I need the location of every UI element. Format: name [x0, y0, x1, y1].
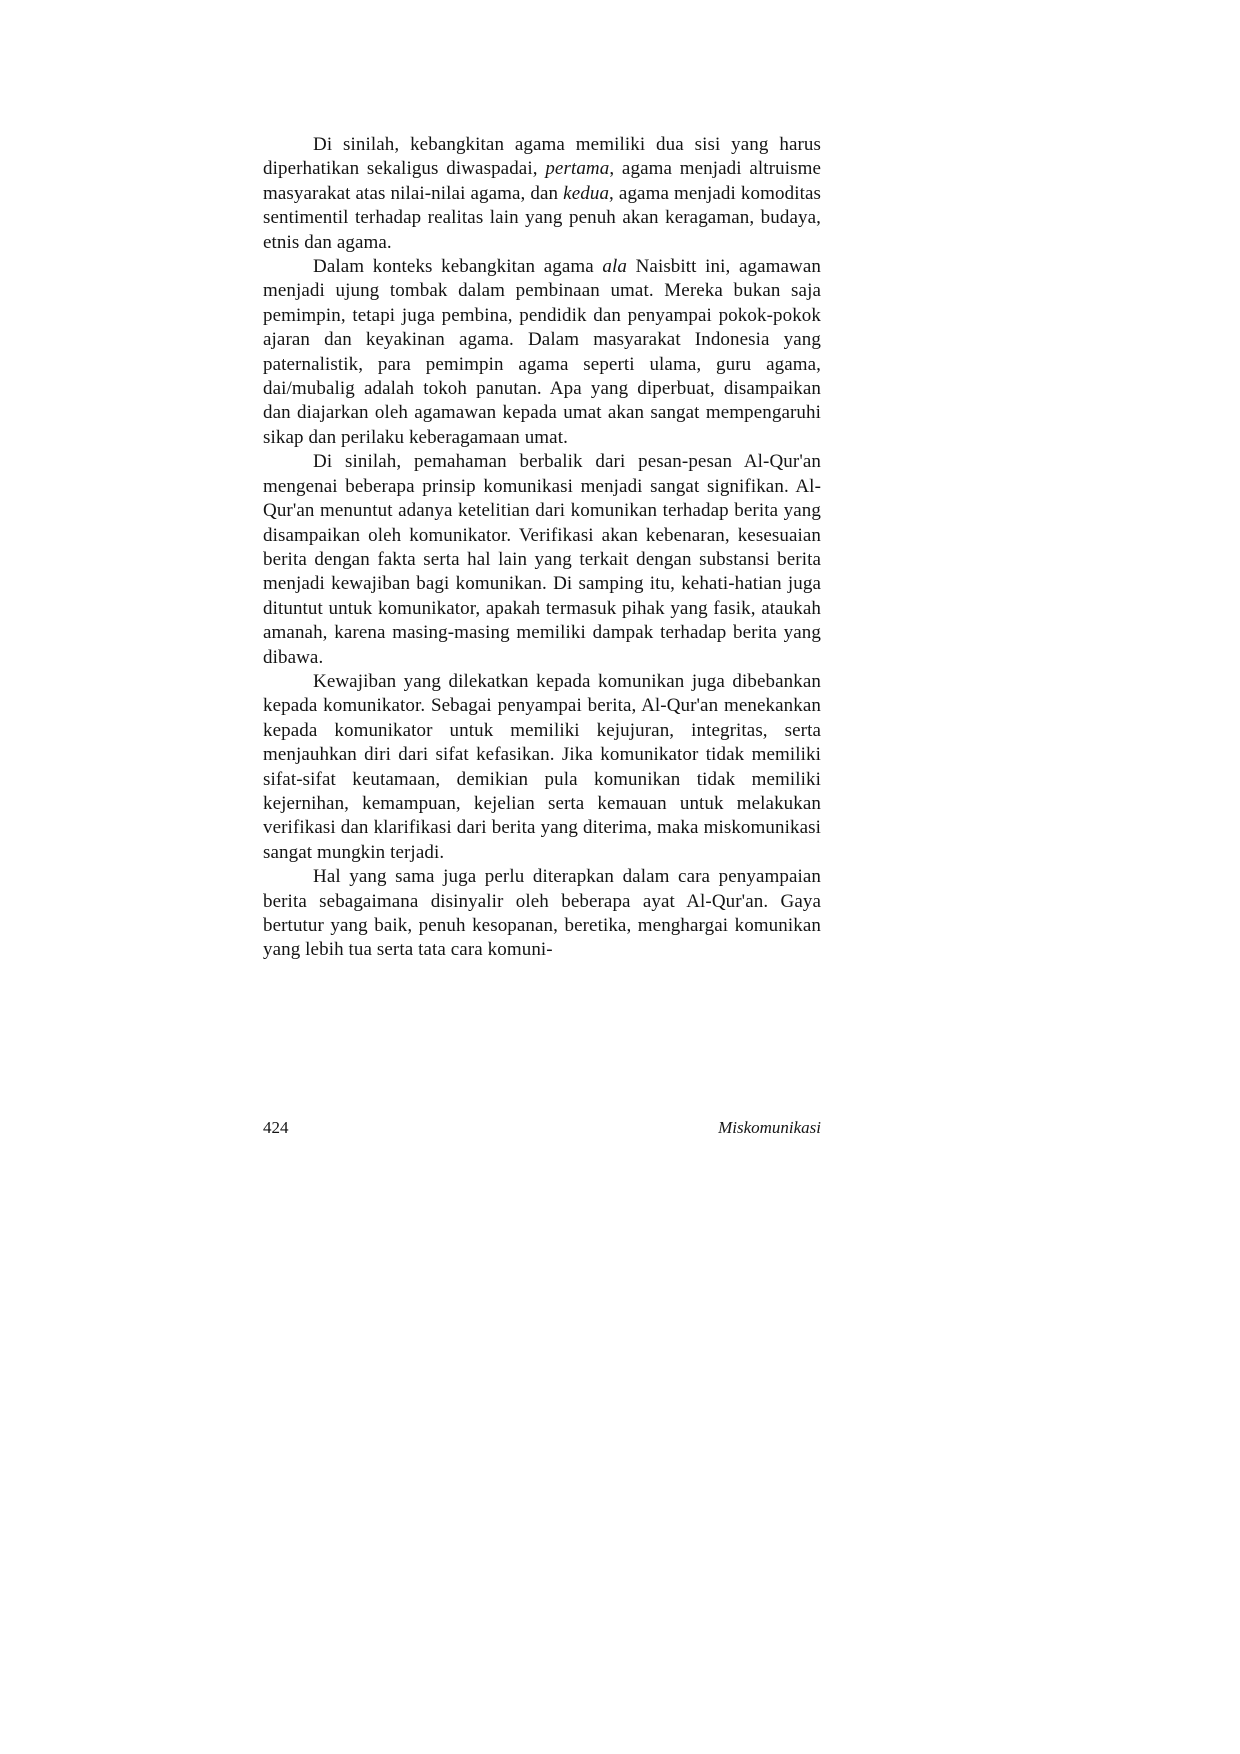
italic-text-run: kedua — [563, 182, 610, 204]
paragraph — [263, 865, 821, 963]
text-run: , agama menjadi altruisme masyarakat atas nilai-nilai agama, dan — [263, 158, 821, 204]
text-run: Hal yang sama juga perlu diterapkan dalam cara penyampaian berita sebagaimana disinyalir oleh beberapa ayat Al-Qur'an. Gaya bertutur yang baik, penuh kesopanan, beretika, menghargai komunikan yang lebih tua serta tata cara komuni- — [263, 866, 821, 961]
paragraph — [263, 255, 821, 450]
text-run: Dalam konteks kebangkitan agama — [313, 256, 603, 278]
paragraph — [263, 450, 821, 670]
italic-text-run: pertama — [545, 158, 610, 180]
running-title: Miskomunikasi — [718, 1118, 821, 1137]
page-number: 424 — [263, 1118, 289, 1137]
body-text — [263, 133, 821, 963]
text-run: Naisbitt ini, agamawan menjadi ujung tombak dalam pembinaan umat. Mereka bukan saja pemimpin, tetapi juga pembina, pendidik dan penyampai pokok-pokok ajaran dan keyakinan agama. Dalam masyarakat Indonesia yang paternalistik, para pemimpin agama seperti ulama, guru agama, dai/mubalig adalah tokoh panutan. Apa yang diperbuat, disampaikan dan diajarkan oleh agamawan kepada umat akan sangat mempengaruhi sikap dan perilaku keberagamaan umat. — [263, 256, 821, 448]
page-footer — [263, 1117, 821, 1139]
text-run: Di sinilah, kebangkitan agama memiliki dua sisi yang harus diperhatikan sekaligus diwaspadai, — [263, 134, 821, 180]
text-run: , agama menjadi komoditas sentimentil terhadap realitas lain yang penuh akan keragaman, budaya, etnis dan agama. — [263, 182, 821, 253]
text-run: Kewajiban yang dilekatkan kepada komunikan juga dibebankan kepada komunikator. Sebagai penyampai berita, Al-Qur'an menekankan kepada komunikator untuk memiliki kejujuran, integritas, serta menjauhkan diri dari sifat kefasikan. Jika komunikator tidak memiliki sifat-sifat keutamaan, demikian pula komunikan tidak memiliki kejernihan, kemampuan, kejelian serta kemauan untuk melakukan verifikasi dan klarifikasi dari berita yang diterima, maka miskomunikasi sangat mungkin terjadi. — [263, 670, 821, 863]
text-run: Di sinilah, pemahaman berbalik dari pesan-pesan Al-Qur'an mengenai beberapa prinsip komunikasi menjadi sangat signifikan. Al-Qur'an menuntut adanya ketelitian dari komunikan terhadap berita yang disampaikan oleh komunikator. Verifikasi akan kebenaran, kesesuaian berita dengan fakta serta hal lain yang terkait dengan substansi berita menjadi kewajiban bagi komunikan. Di samping itu, kehati-hatian juga dituntut untuk komunikator, apakah termasuk pihak yang fasik, ataukah amanah, karena masing-masing memiliki dampak terhadap berita yang dibawa. — [263, 451, 821, 668]
paragraph — [263, 670, 821, 865]
paragraph — [263, 133, 821, 255]
italic-text-run: ala — [602, 256, 627, 278]
